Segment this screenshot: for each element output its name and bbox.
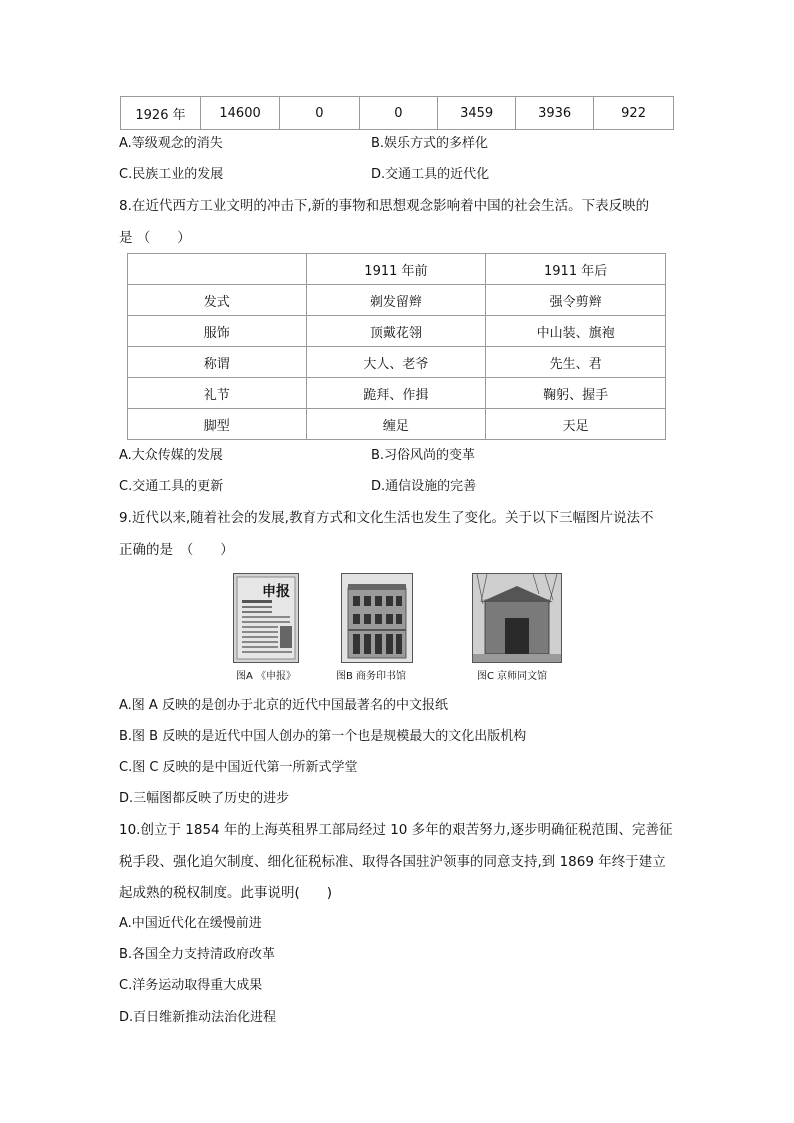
- table-cell: 中山装、旗袍: [486, 316, 666, 347]
- table-cell: 发式: [128, 285, 307, 316]
- table-cell: 0: [359, 97, 437, 130]
- building-illustration: [342, 574, 412, 662]
- q9-option-c: C.图 C 反映的是中国近代第一所新式学堂: [119, 760, 358, 775]
- table-row: [128, 285, 666, 316]
- q9-option-a: A.图 A 反映的是创办于北京的近代中国最著名的中文报纸: [119, 698, 448, 713]
- q8-option-d: D.通信设施的完善: [371, 479, 477, 494]
- table-cell: 天足: [486, 409, 666, 440]
- caption-figure-b: 图B 商务印书馆: [336, 671, 407, 682]
- q9-stem-line1: 9.近代以来,随着社会的发展,教育方式和文化生活也发生了变化。关于以下三幅图片说法不: [119, 510, 654, 526]
- table-cell: 顶戴花翎: [306, 316, 486, 347]
- q7-option-d: D.交通工具的近代化: [371, 167, 490, 182]
- table-header-cell: [128, 254, 307, 285]
- q7-option-b: B.娱乐方式的多样化: [371, 136, 489, 151]
- table-cell: 3459: [438, 97, 516, 130]
- q8-option-b: B.习俗风尚的变革: [371, 448, 476, 463]
- caption-figure-a: 图A 《申报》: [236, 671, 297, 682]
- q8-stem-line1: 8.在近代西方工业文明的冲击下,新的事物和思想观念影响着中国的社会生活。下表反映的: [119, 198, 650, 214]
- commercial-press-image: [341, 573, 413, 663]
- tongwenguan-image: [472, 573, 562, 663]
- table-row: [121, 97, 674, 130]
- q8-option-a: A.大众传媒的发展: [119, 448, 223, 463]
- shenbao-newspaper-image: [233, 573, 299, 663]
- table-row: [128, 347, 666, 378]
- gate-illustration: [473, 574, 561, 662]
- table-row: [128, 409, 666, 440]
- table-cell: 脚型: [128, 409, 307, 440]
- q10-option-b: B.各国全力支持清政府改革: [119, 947, 276, 962]
- q7-option-a: A.等级观念的消失: [119, 136, 223, 151]
- q9-option-b: B.图 B 反映的是近代中国人创办的第一个也是规模最大的文化出版机构: [119, 729, 527, 744]
- table-cell: 礼节: [128, 378, 307, 409]
- table-cell: 0: [280, 97, 359, 130]
- q8-stem-line2: 是 （ ）: [119, 230, 191, 246]
- q9-stem-line2: 正确的是 （ ）: [119, 542, 234, 558]
- q10-stem-line2: 税手段、强化追欠制度、细化征税标准、取得各国驻沪领事的同意支持,到 1869 年终于建立: [119, 854, 666, 870]
- table-row: [128, 316, 666, 347]
- q10-option-d: D.百日维新推动法治化进程: [119, 1010, 277, 1025]
- table-cell: 922: [594, 97, 674, 130]
- table-header-cell: 1911 年前: [306, 254, 486, 285]
- masthead-text: 申报: [262, 584, 290, 600]
- newspaper-illustration: [234, 574, 298, 662]
- q8-option-c: C.交通工具的更新: [119, 479, 224, 494]
- table-cell: 1926 年: [121, 97, 201, 130]
- table-header-row: [128, 254, 666, 285]
- caption-figure-c: 图C 京师同文馆: [477, 671, 548, 682]
- q10-option-a: A.中国近代化在缓慢前进: [119, 916, 262, 931]
- table-cell: 大人、老爷: [306, 347, 486, 378]
- q9-option-d: D.三幅图都反映了历史的进步: [119, 791, 290, 806]
- table-cell: 服饰: [128, 316, 307, 347]
- table-header-cell: 1911 年后: [486, 254, 666, 285]
- q7-data-table: [120, 96, 674, 130]
- table-cell: 先生、君: [486, 347, 666, 378]
- q8-customs-table: [127, 253, 666, 440]
- q10-stem-line3: 起成熟的税权制度。此事说明( ): [119, 885, 333, 901]
- table-cell: 鞠躬、握手: [486, 378, 666, 409]
- table-row: [128, 378, 666, 409]
- q10-stem-line1: 10.创立于 1854 年的上海英租界工部局经过 10 多年的艰苦努力,逐步明确征税范围、完善征: [119, 822, 673, 838]
- q7-option-c: C.民族工业的发展: [119, 167, 224, 182]
- table-cell: 缠足: [306, 409, 486, 440]
- table-cell: 剃发留辫: [306, 285, 486, 316]
- table-cell: 跪拜、作揖: [306, 378, 486, 409]
- table-cell: 强令剪辫: [486, 285, 666, 316]
- table-cell: 称谓: [128, 347, 307, 378]
- table-cell: 14600: [200, 97, 279, 130]
- table-cell: 3936: [516, 97, 594, 130]
- q10-option-c: C.洋务运动取得重大成果: [119, 978, 263, 993]
